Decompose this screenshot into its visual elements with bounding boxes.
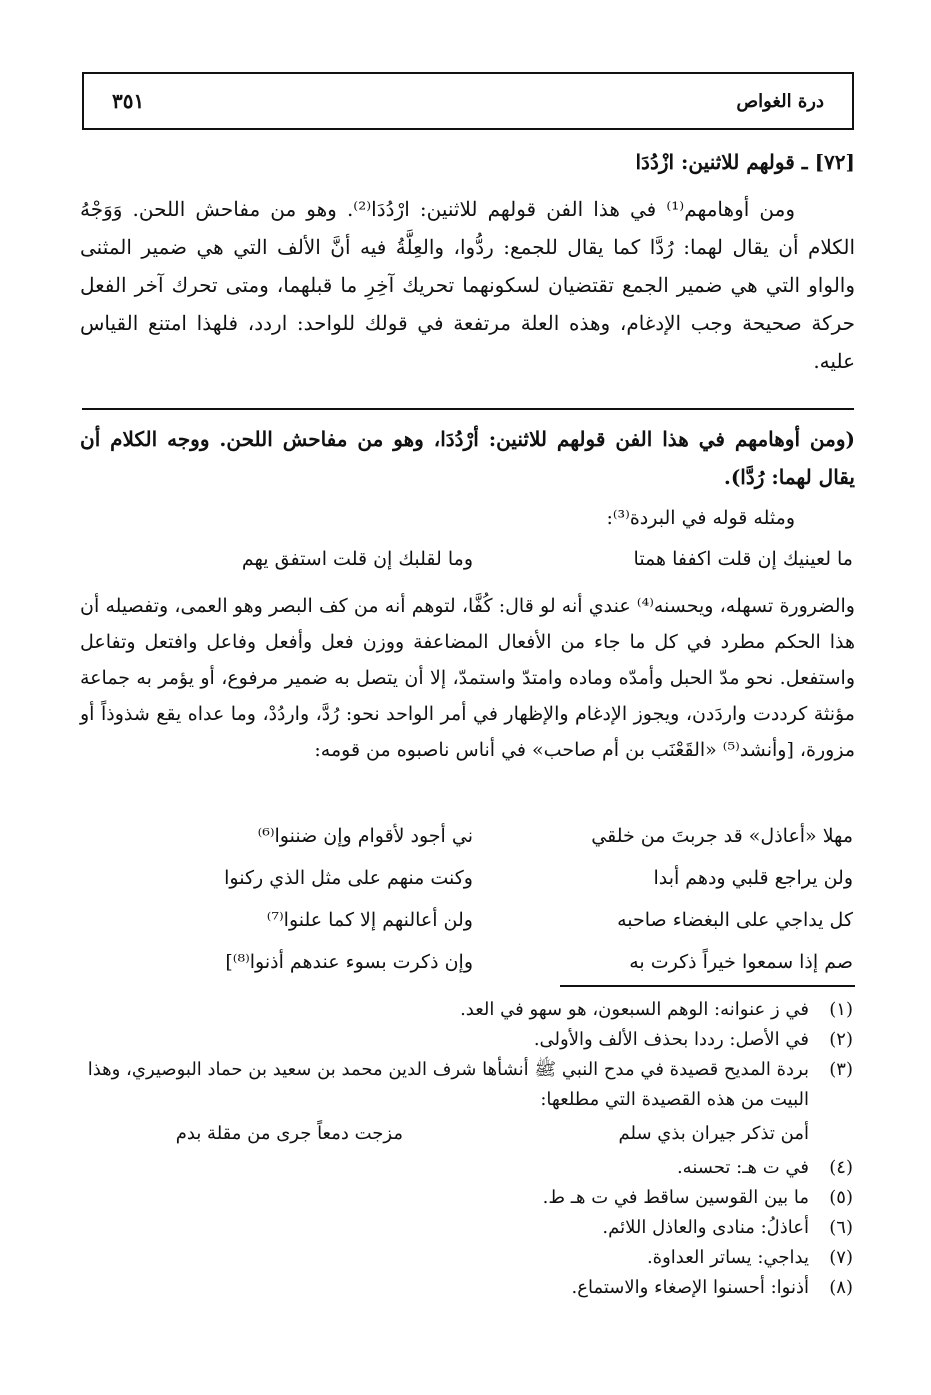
- footnote-divider: [560, 985, 855, 987]
- commentary-paragraph: [80, 588, 855, 768]
- footnote: [73, 1273, 853, 1303]
- verse-line: [133, 899, 853, 941]
- verse-first-hemistich: صم إذا سمعوا خيراً ذكرت به: [629, 951, 853, 973]
- footnote-number: (٥): [829, 1187, 853, 1208]
- verse-second-hemistich: ولن أعالنهم إلا كما علنوا⁽⁷⁾: [266, 909, 473, 931]
- verse-line: [133, 815, 853, 857]
- page-header: [82, 72, 854, 130]
- footnote-text: أذنوا: أحسنوا الإصغاء والاستماع.: [571, 1277, 809, 1298]
- verse-second-hemistich: وكنت منهم على مثل الذي ركنوا: [224, 867, 473, 889]
- footnote-text: بردة المديح قصيدة في مدح النبي ﷺ أنشأها شرف الدين محمد بن سعيد بن حماد البوصيري، وهذا البيت من هذه القصيدة التي مطلعها:: [87, 1059, 809, 1110]
- verse-line: [133, 857, 853, 899]
- footnote: [73, 1213, 853, 1243]
- verse-first-hemistich: ما لعينيك إن قلت اكففا همتا: [633, 548, 853, 570]
- footnote-number: (١): [829, 999, 853, 1020]
- commentary-quote: (ومن أوهامهم في هذا الفن قولهم للاثنين: أرْدُدَا، وهو من مفاحش اللحن. ووجه الكلام أن يقال لهما: رُدَّا).: [80, 427, 855, 489]
- verse-second-hemistich: مزجت دمعاً جرى من مقلة بدم: [175, 1123, 403, 1144]
- poem-verses: [133, 815, 853, 983]
- verse-first-hemistich: أمن تذكر جيران بذي سلم: [618, 1123, 809, 1144]
- footnote-number: (٣): [829, 1059, 853, 1080]
- footnote-text: أعاذلُ: منادى والعاذل اللائم.: [602, 1217, 809, 1238]
- footnote-text: في الأصل: رددا بحذف الألف والأولى.: [533, 1029, 809, 1050]
- verse-first-hemistich: كل يداجي على البغضاء صاحبه: [617, 909, 853, 931]
- footnote-number: (٨): [829, 1277, 853, 1298]
- footnote-number: (٦): [829, 1217, 853, 1238]
- footnotes: [73, 995, 853, 1303]
- paragraph-text: والضرورة تسهله، ويحسنه⁽⁴⁾ عندي أنه لو قال: كُفَّا، لتوهم أنه من كف البصر وهو العمى، وتفصيله أن هذا الحكم مطرد في كل ما جاء من الأفعال المضاعفة ووزن فعل وأفعل وفاعل وافتعل وتفاعل واستفعل. نحو مدّ الحبل وأمدّه وماده وامتدّ واستمدّ، إلا أن يتصل به ضمير مرفوع، أو يؤمر به جماعة مؤنثة كرددت واردَدن، ويجوز الإدغام والإظهار في أمر الواحد نحو: رُدَّ، واردُدْ، وما عداه يقع شذوذاً أو مزورة، [وأنشد⁽⁵⁾ «القَعْنَب بن أم صاحب» في أناس ناصبوه من قومه:: [80, 595, 855, 761]
- footnote-text: في ز عنوانه: الوهم السبعون، هو سهو في العد.: [460, 999, 809, 1020]
- section-heading: [٧٢] ـ قولهم للاثنين: ازْدُدَا: [635, 150, 855, 174]
- footnote: [73, 995, 853, 1025]
- footnote-text: يداجي: يساتر العداوة.: [646, 1247, 809, 1268]
- footnote: [73, 1025, 853, 1055]
- verse-first-hemistich: ولن يراجع قلبي ودهم أبدا: [653, 867, 853, 889]
- running-title: درة الغواص: [736, 90, 824, 112]
- footnote-number: (٧): [829, 1247, 853, 1268]
- main-paragraph: [80, 190, 855, 380]
- footnote-text: ما بين القوسين ساقط في ت هـ ط.: [542, 1187, 809, 1208]
- footnote-number: (٢): [829, 1029, 853, 1050]
- verse-second-hemistich: وإن ذكرت بسوء عندهم أذنوا⁽⁸⁾]: [225, 951, 473, 973]
- footnote-verse: [73, 1119, 853, 1149]
- footnote-number: (٤): [829, 1157, 853, 1178]
- verse-first-hemistich: مهلا «أعاذل» قد جربتَ من خلقي: [591, 825, 853, 847]
- verse-intro: ومثله قوله في البردة⁽³⁾:: [606, 507, 795, 529]
- verse-line: [133, 548, 853, 570]
- section-divider: [82, 408, 854, 410]
- verse-second-hemistich: ني أجود لأقوام وإن ضننوا⁽⁶⁾: [257, 825, 473, 847]
- verse-line: [133, 941, 853, 983]
- footnote: [73, 1153, 853, 1183]
- footnote-text: في ت هـ: تحسنه.: [676, 1157, 809, 1178]
- paragraph-text: ومن أوهامهم⁽¹⁾ في هذا الفن قولهم للاثنين: ارْدُدَا⁽²⁾. وهو من مفاحش اللحن. وَوَجْهُ الكلام أن يقال لهما: رُدَّا كما يقال للجمع: ردُّوا، والعِلَّةُ فيه أنَّ الألف التي هي ضمير المثنى والواو التي هي ضمير الجمع تقتضيان لسكونهما تحريك آخِرِ ما قبلهما، ومتى تحرك آخر الفعل حركة صحيحة وجب الإدغام، وهذه العلة مرتفعة في قولك للواحد: اردد، فلهذا امتنع القياس عليه.: [80, 197, 855, 373]
- footnote: [73, 1183, 853, 1213]
- page-number: ٣٥١: [112, 89, 145, 113]
- footnote: [73, 1243, 853, 1273]
- footnote: [73, 1055, 853, 1115]
- verse-second-hemistich: وما لقلبك إن قلت استفق يهم: [241, 548, 473, 570]
